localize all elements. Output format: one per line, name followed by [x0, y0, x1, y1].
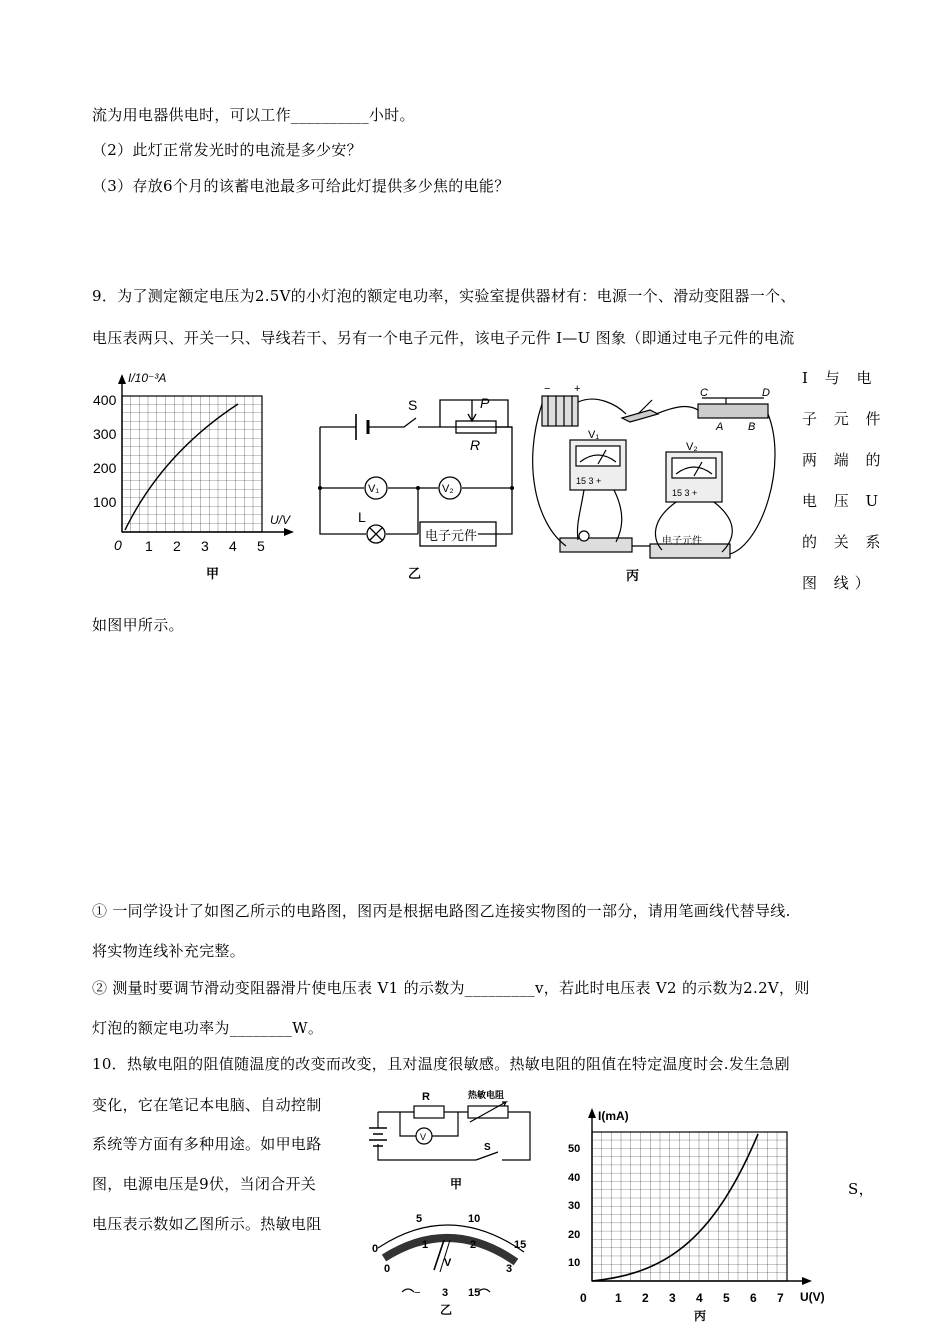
q10-fig-yi-caption: 乙: [440, 1303, 453, 1317]
q9-ytick: 200: [93, 460, 117, 476]
q10-xtick: 3: [669, 1291, 676, 1305]
q9-line-1: 9．为了测定额定电压为2.5V的小灯泡的额定电功率，实验室提供器材有：电源一个、滑动变阻器一个、: [92, 287, 796, 305]
q10-left-line: 系统等方面有多种用途。如甲电路: [92, 1135, 322, 1153]
q10-ytick: 10: [568, 1257, 581, 1269]
q9-terminal-c: C: [700, 387, 708, 399]
q10-fig-yi-dial: [364, 1206, 544, 1320]
q10-left-line: 变化，它在笔记本电脑、自动控制: [92, 1096, 322, 1114]
q9-side-line: 子 元 件: [802, 410, 887, 428]
q10-xtick: 6: [750, 1291, 757, 1305]
q10-origin: 0: [580, 1291, 587, 1305]
q9-line-2: 电压表两只、开关一只、导线若干、另有一个电子元件，该电子元件 I—U 图象（即通过电子元件的电流: [92, 329, 795, 347]
q9-battery-plus: +: [574, 383, 581, 395]
q10-dial-inner: 3: [506, 1263, 513, 1275]
q9-fig-jia-graph: [88, 368, 308, 588]
q10-xtick: 2: [642, 1291, 649, 1305]
q9-xtick: 4: [229, 538, 237, 554]
q9-sub2-line-a: ② 测量时要调节滑动变阻器滑片使电压表 V1 的示数为_________v，若此时电压表 V2 的示数为2.2V，则: [92, 979, 810, 997]
q10-dial-terminal: −: [414, 1287, 421, 1299]
q9-element-label: 电子元件: [425, 528, 478, 543]
q10-ylabel: I(mA): [598, 1109, 629, 1123]
q10-fig-bing-graph: [562, 1104, 846, 1340]
q10-dial-inner: 0: [384, 1263, 391, 1275]
q10-dial-v: V: [444, 1257, 452, 1269]
q10-xtick: 7: [777, 1291, 784, 1305]
q8-line-1: 流为用电器供电时，可以工作__________小时。: [92, 106, 415, 124]
q10-line-1: 10．热敏电阻的阻值随温度的改变而改变，且对温度很敏感。热敏电阻的阻值在特定温度时会.发生急剧: [92, 1055, 790, 1073]
q9-bing-element: 电子元件: [662, 536, 702, 547]
q9-bing-v1-label: V₁: [588, 429, 600, 441]
q9-x-arrow: [284, 528, 294, 536]
q10-ytick: 30: [568, 1200, 581, 1212]
q9-fig-yi-circuit: [312, 392, 522, 588]
q9-rheostat-label: R: [470, 437, 481, 453]
q9-terminal-b: B: [748, 421, 756, 433]
q9-xtick: 5: [257, 538, 265, 554]
q10-left-line: 电压表示数如乙图所示。热敏电阻: [92, 1215, 322, 1233]
q9-xtick: 2: [173, 538, 181, 554]
q9-battery-minus: −: [544, 383, 551, 395]
q10-v-label: V: [420, 1132, 427, 1142]
q10-dial-terminal: 3: [442, 1287, 449, 1299]
q9-terminal-d: D: [762, 387, 770, 399]
q10-dial-outer: 15: [514, 1239, 527, 1251]
q9-ytick: 400: [93, 392, 117, 408]
q9-side-line: 电 压 U: [802, 492, 885, 510]
q9-ytick: 300: [93, 426, 117, 442]
q9-fig-yi-caption: 乙: [408, 566, 422, 581]
q9-sub2-line-b: 灯泡的额定电功率为________W。: [92, 1019, 324, 1037]
q10-dial-terminal: 15: [468, 1287, 481, 1299]
q10-ytick: 40: [568, 1172, 581, 1184]
q9-y-arrow: [118, 374, 126, 384]
q10-grid: [592, 1132, 787, 1281]
q10-xlabel: U(V): [800, 1290, 825, 1304]
q10-fig-bing-caption: 丙: [694, 1309, 707, 1323]
q9-xlabel: U/V: [270, 513, 291, 527]
q9-ytick: 100: [93, 494, 117, 510]
q10-fig-jia-circuit: [364, 1084, 544, 1190]
q8-question-2: （2）此灯正常发光时的电流是多少安？: [92, 141, 362, 159]
q9-terminal-a: A: [716, 421, 724, 433]
q10-dial-outer: 0: [372, 1243, 379, 1255]
q9-fig-bing-wiring: [526, 374, 798, 588]
q9-ylabel: I/10⁻³A: [128, 371, 167, 385]
q9-v1-scale: 15 3 +: [576, 476, 602, 486]
q9-origin: 0: [114, 537, 122, 553]
q9-side-text: [802, 358, 887, 604]
q10-ytick: 20: [568, 1229, 581, 1241]
q10-dial-inner: 2: [470, 1239, 477, 1251]
q10-x-arrow: [802, 1277, 812, 1285]
q9-fig-jia-caption: 甲: [206, 566, 220, 581]
q9-bing-v2-label: V₂: [686, 441, 698, 453]
q10-s-label: S: [484, 1142, 491, 1153]
q10-thermistor-label: 热敏电阻: [468, 1090, 505, 1100]
q9-slider-label: P: [480, 395, 490, 411]
q9-xtick: 1: [145, 538, 153, 554]
q10-dial-inner: 1: [422, 1239, 429, 1251]
q10-dial-outer: 10: [468, 1213, 481, 1225]
q10-y-arrow: [588, 1108, 596, 1118]
q9-xtick: 3: [201, 538, 209, 554]
q9-fig-bing-caption: 丙: [626, 568, 640, 583]
q9-grid: [122, 396, 262, 532]
q9-sub1-line-b: 将实物连线补充完整。: [92, 942, 246, 960]
q10-fig-jia-caption: 甲: [450, 1177, 463, 1190]
q10-xtick: 4: [696, 1291, 703, 1305]
q9-sub1-line-a: ① 一同学设计了如图乙所示的电路图，图丙是根据电路图乙连接实物图的一部分，请用笔画线代替导线.: [92, 902, 791, 920]
q9-side-line: 图 线）: [802, 574, 876, 592]
q9-side-line: 两 端 的: [802, 451, 887, 469]
q10-dial-outer: 5: [416, 1213, 423, 1225]
q9-lamp-label: L: [358, 509, 366, 525]
q9-v1-label: V₁: [368, 483, 380, 495]
q10-r-label: R: [422, 1091, 430, 1103]
q10-left-line: 图，电源电压是9伏，当闭合开关: [92, 1175, 317, 1193]
q9-v2-label: V₂: [442, 483, 454, 495]
q10-xtick: 5: [723, 1291, 730, 1305]
q8-question-3: （3）存放6个月的该蓄电池最多可给此灯提供多少焦的电能？: [92, 177, 510, 195]
q9-v2-scale: 15 3 +: [672, 488, 698, 498]
q9-side-line: 的 关 系: [802, 533, 887, 551]
q10-xtick: 1: [615, 1291, 622, 1305]
q10-ytick: 50: [568, 1143, 581, 1155]
q9-side-line: I 与 电: [802, 369, 878, 387]
q10-right-s: S，: [848, 1180, 874, 1198]
q9-line-3: 如图甲所示。: [92, 616, 184, 634]
q9-switch-label: S: [408, 397, 418, 413]
